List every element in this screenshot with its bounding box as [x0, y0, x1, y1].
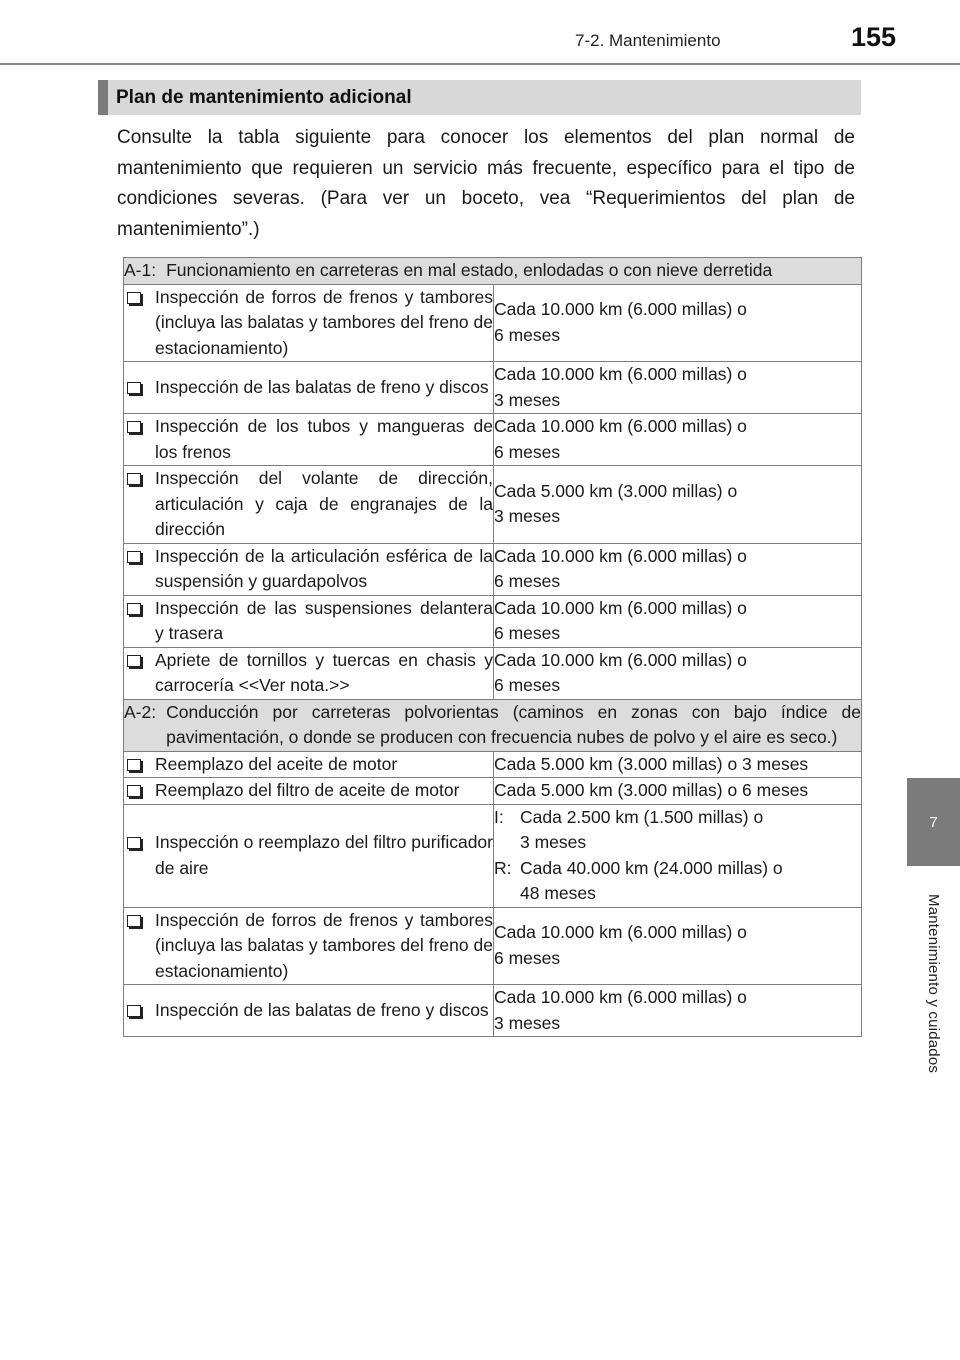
task-item: [124, 544, 493, 595]
interval-line: Cada 5.000 km (3.000 millas) o 6 meses: [494, 780, 809, 800]
table-row: [124, 362, 862, 414]
checkbox-icon: [127, 785, 141, 797]
interval-entry: [494, 805, 861, 856]
interval-cell: [494, 907, 862, 985]
interval-line: Cada 10.000 km (6.000 millas) o: [494, 416, 747, 436]
interval-line: 6 meses: [494, 441, 561, 462]
checkbox-icon: [127, 1005, 141, 1017]
category-code: A-2:: [124, 701, 157, 722]
task-item: [124, 908, 493, 985]
task-text: Reemplazo del filtro de aceite de motor: [155, 780, 460, 800]
task-cell: [124, 284, 494, 362]
interval-line: Cada 10.000 km (6.000 millas) o: [494, 364, 747, 384]
checkbox-icon: [127, 421, 141, 433]
task-cell: [124, 543, 494, 595]
task-text: Inspección de los tubos y mangueras de los frenos: [155, 416, 493, 462]
interval-cell: [494, 466, 862, 544]
task-item: [124, 375, 493, 401]
interval-line: 6 meses: [494, 571, 561, 591]
interval-text: [520, 805, 861, 856]
interval-line: Cada 5.000 km (3.000 millas) o 3 meses: [494, 753, 809, 774]
category-cell: [124, 258, 862, 285]
interval-cell: [494, 647, 862, 699]
chapter-tab: [907, 778, 960, 866]
table-row: [124, 751, 862, 778]
section-heading: [98, 80, 861, 115]
interval-line: 48 meses: [520, 883, 596, 903]
interval-line: 6 meses: [494, 947, 561, 968]
interval-line: Cada 40.000 km (24.000 millas) o: [520, 857, 783, 878]
interval-cell: [494, 778, 862, 805]
task-item: [124, 778, 493, 804]
category-row: [124, 258, 862, 285]
task-cell: [124, 362, 494, 414]
interval-cell: [494, 543, 862, 595]
interval-code: R:: [494, 857, 512, 878]
task-text: Reemplazo del aceite de motor: [155, 753, 398, 774]
task-cell: [124, 595, 494, 647]
task-text: Inspección de las balatas de freno y discos: [155, 376, 489, 397]
interval-cell: [494, 284, 862, 362]
interval-code: I:: [494, 806, 504, 827]
intro-paragraph: Consulte la tabla siguiente para conocer los elementos del plan normal de mantenimiento que requieren un servicio más frecuente, específico para el tipo de condiciones severas. (Para ver un boceto, vea “Requerimientos del plan de mantenimiento”.): [117, 127, 855, 240]
interval-line: Cada 10.000 km (6.000 millas) o: [494, 922, 747, 943]
checkbox-icon: [127, 759, 141, 771]
task-item: [124, 414, 493, 465]
category-title: Funcionamiento en carreteras en mal estado, enlodadas o con nieve derretida: [166, 260, 773, 280]
interval-line: 3 meses: [494, 506, 561, 527]
interval-line: Cada 10.000 km (6.000 millas) o: [494, 597, 747, 618]
task-text: Apriete de tornillos y tuercas en chasis y carrocería <<Ver nota.>>: [155, 649, 493, 695]
category-row: [124, 699, 862, 751]
checkbox-icon: [127, 473, 141, 485]
task-cell: [124, 804, 494, 907]
interval-cell: [494, 985, 862, 1037]
task-text: Inspección de forros de frenos y tambores (incluya las balatas y tambores del freno de estacionamiento): [155, 909, 493, 981]
table-row: [124, 647, 862, 699]
table-row: [124, 466, 862, 544]
section-title: Plan de mantenimiento adicional: [116, 86, 412, 108]
interval-line: Cada 2.500 km (1.500 millas) o: [520, 806, 764, 827]
task-text: Inspección de las suspensiones delantera y trasera: [155, 597, 493, 643]
interval-cell: [494, 414, 862, 466]
checkbox-icon: [127, 551, 141, 563]
task-item: [124, 285, 493, 362]
checkbox-icon: [127, 382, 141, 394]
task-item: [124, 830, 493, 881]
page-number: 155: [851, 22, 897, 52]
table-row: [124, 595, 862, 647]
interval-line: Cada 5.000 km (3.000 millas) o: [494, 480, 738, 501]
interval-line: 6 meses: [494, 623, 561, 643]
interval-cell: [494, 595, 862, 647]
task-text: Inspección o reemplazo del filtro purificador de aire: [155, 832, 493, 878]
interval-line: Cada 10.000 km (6.000 millas) o: [494, 299, 747, 320]
task-item: [124, 752, 493, 778]
interval-line: Cada 10.000 km (6.000 millas) o: [494, 545, 747, 566]
heading-accent-bar: [98, 80, 108, 115]
task-item: [124, 998, 493, 1024]
interval-cell: [494, 804, 862, 907]
task-item: [124, 596, 493, 647]
category-title: Conducción por carreteras polvorientas (caminos en zonas con bajo índice de pavimentación, o donde se producen con frecuencia nubes de polvo y el aire es seco.): [166, 701, 861, 747]
table-row: [124, 985, 862, 1037]
interval-cell: [494, 751, 862, 778]
checkbox-icon: [127, 655, 141, 667]
interval-text: [520, 856, 861, 907]
category-header: [124, 700, 861, 751]
task-cell: [124, 647, 494, 699]
table-row: [124, 414, 862, 466]
checkbox-icon: [127, 915, 141, 927]
task-text: Inspección de las balatas de freno y discos: [155, 999, 489, 1020]
interval-cell: [494, 362, 862, 414]
task-text: Inspección del volante de dirección, articulación y caja de engranajes de la dirección: [155, 468, 493, 539]
category-cell: [124, 699, 862, 751]
interval-line: 3 meses: [494, 1012, 561, 1033]
interval-line: Cada 10.000 km (6.000 millas) o: [494, 649, 747, 670]
interval-line: 3 meses: [520, 832, 587, 852]
task-cell: [124, 907, 494, 985]
task-cell: [124, 751, 494, 778]
table-row: [124, 907, 862, 985]
category-code: A-1:: [124, 260, 157, 280]
task-cell: [124, 778, 494, 805]
maintenance-table: [123, 257, 862, 1037]
checkbox-icon: [127, 837, 141, 849]
task-cell: [124, 466, 494, 544]
chapter-label: Mantenimiento y cuidados: [925, 893, 942, 1074]
task-cell: [124, 985, 494, 1037]
interval-entry: [494, 856, 861, 907]
table-row: [124, 284, 862, 362]
table-row: [124, 543, 862, 595]
interval-line: 6 meses: [494, 324, 561, 345]
interval-line: Cada 10.000 km (6.000 millas) o: [494, 987, 747, 1007]
task-text: Inspección de la articulación esférica de la suspensión y guardapolvos: [155, 545, 493, 591]
section-header: 7-2. Mantenimiento: [575, 31, 721, 50]
header-divider: [0, 63, 960, 65]
category-header: [124, 258, 861, 284]
table-row: [124, 804, 862, 907]
chapter-number: 7: [929, 813, 938, 831]
task-cell: [124, 414, 494, 466]
checkbox-icon: [127, 603, 141, 615]
interval-line: 6 meses: [494, 675, 561, 695]
interval-line: 3 meses: [494, 389, 561, 410]
task-item: [124, 648, 493, 699]
table-row: [124, 778, 862, 805]
checkbox-icon: [127, 292, 141, 304]
task-item: [124, 466, 493, 543]
task-text: Inspección de forros de frenos y tambores (incluya las balatas y tambores del freno de estacionamiento): [155, 286, 493, 358]
